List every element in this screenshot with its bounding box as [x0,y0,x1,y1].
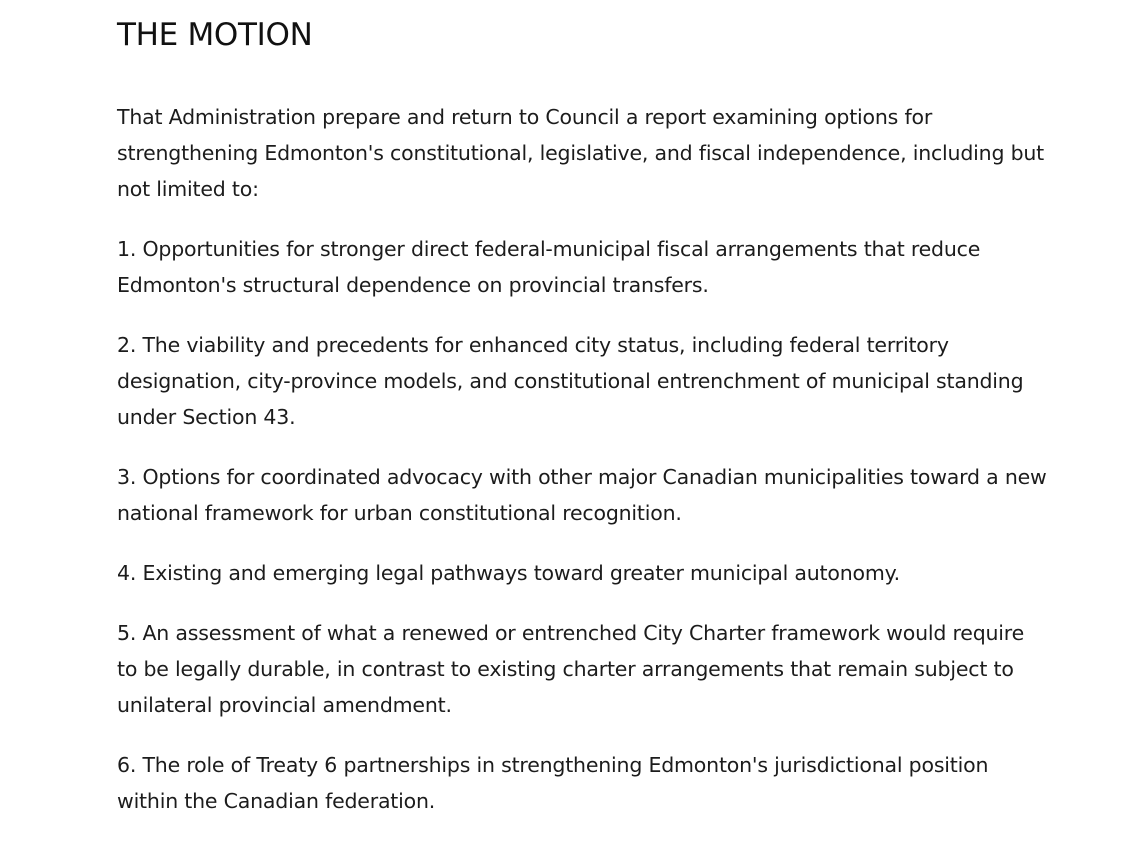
motion-item: 5. An assessment of what a renewed or entrenched City Charter framework would require to be legally durable, in contrast to existing charter arrangements that remain subject to unilateral provincial amendment. [117,621,1024,717]
motion-items-list [117,231,1047,819]
motion-article [117,0,1047,843]
motion-intro: That Administration prepare and return to Council a report examining options for strengthening Edmonton's constitutional, legislative, and fiscal independence, including but not limited to: [117,105,1045,201]
motion-item: 4. Existing and emerging legal pathways toward greater municipal autonomy. [117,561,900,585]
motion-item: 2. The viability and precedents for enhanced city status, including federal territory designation, city-province models, and constitutional entrenchment of municipal standing under Section 43. [117,333,1024,429]
motion-item: 3. Options for coordinated advocacy with other major Canadian municipalities toward a new national framework for urban constitutional recognition. [117,465,1047,525]
motion-item: 6. The role of Treaty 6 partnerships in strengthening Edmonton's jurisdictional position within the Canadian federation. [117,753,989,813]
motion-item: 1. Opportunities for stronger direct federal-municipal fiscal arrangements that reduce Edmonton's structural dependence on provincial transfers. [117,237,981,297]
motion-heading: THE MOTION [117,17,313,53]
